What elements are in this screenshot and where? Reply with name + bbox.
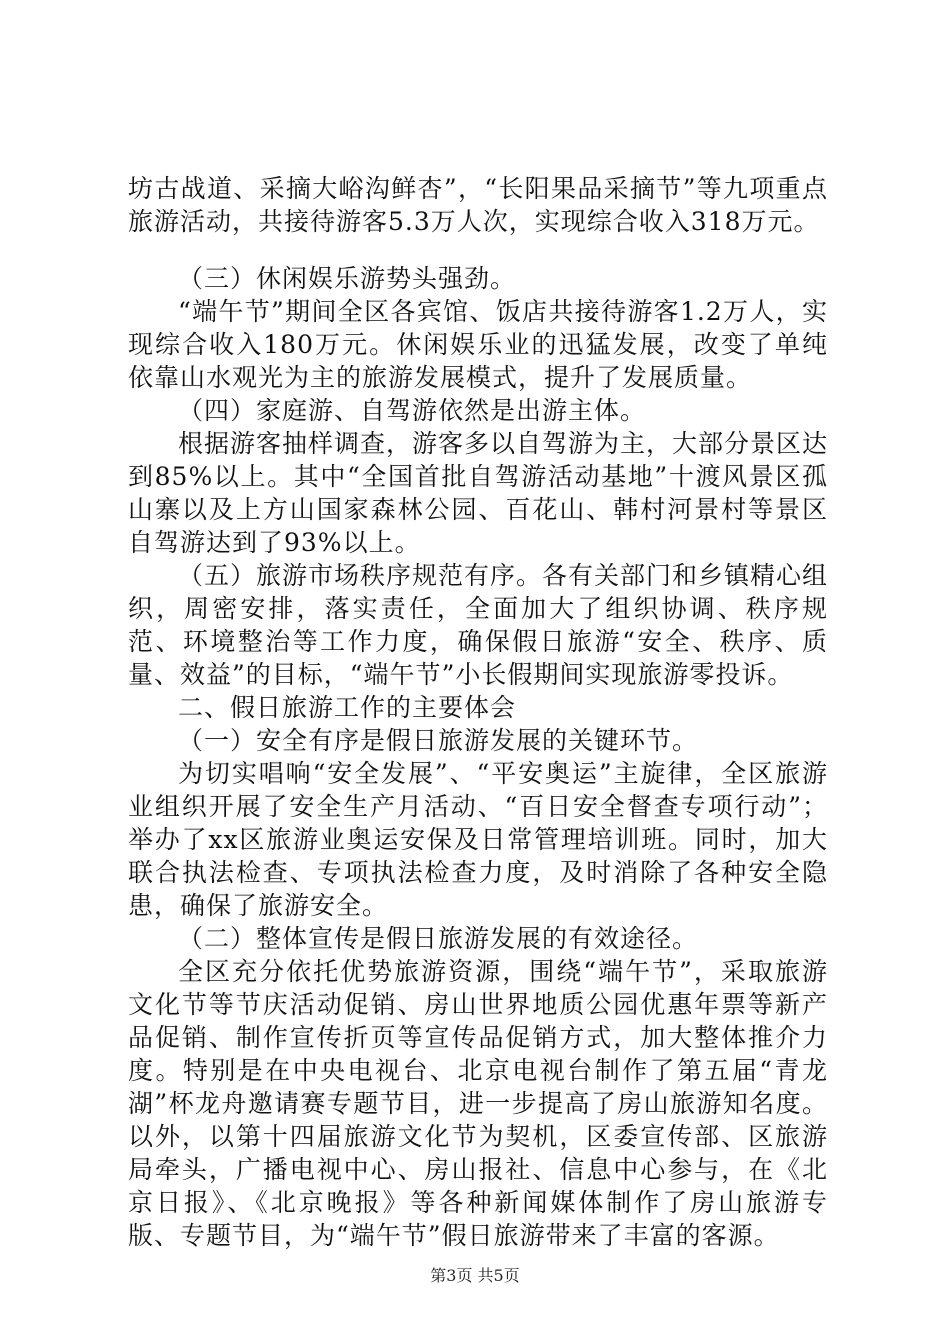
document-body xyxy=(128,172,828,1252)
heading-part-2: 二、假日旅游工作的主要体会 xyxy=(178,693,517,722)
paragraph-promotion: 全区充分依托优势旅游资源，围绕“端午节”，采取旅游文化节等节庆活动促销、房山世界地质公园优惠年票等新产品促销、制作宣传折页等宣传品促销方式，加大整体推介力度。特别是在中央电视台、北京电视台制作了第五届“青龙湖”杯龙舟邀请赛专题节目，进一步提高了房山旅游知名度。以外，以第十四届旅游文化节为契机，区委宣传部、区旅游局牵头，广播电视中心、房山报社、信息中心参与，在《北京日报》、《北京晚报》等各种新闻媒体制作了房山旅游专版、专题节目，为“端午节”假日旅游带来了丰富的客源。 xyxy=(128,957,828,1250)
paragraph-leisure: “端午节”期间全区各宾馆、饭店共接待游客1.2万人，实现综合收入180万元。休闲娱乐业的迅猛发展，改变了单纯依靠山水观光为主的旅游发展模式，提升了发展质量。 xyxy=(128,297,828,392)
heading-section-3: （三）休闲娱乐游势头强劲。 xyxy=(178,264,517,293)
heading-experience-2: （二）整体宣传是假日旅游发展的有效途径。 xyxy=(178,924,699,953)
page-number-footer: 第3页 共5页 xyxy=(430,1266,520,1285)
paragraph-market-order: （五）旅游市场秩序规范有序。各有关部门和乡镇精心组织，周密安排，落实责任，全面加大了组织协调、秩序规范、环境整治等工作力度，确保假日旅游“安全、秩序、质量、效益”的目标，“端午节”小长假期间实现旅游零投诉。 xyxy=(128,561,829,689)
paragraph-safety: 为切实唱响“安全发展”、“平安奥运”主旋律，全区旅游业组织开展了安全生产月活动、“百日安全督查专项行动”；举办了xx区旅游业奥运安保及日常管理培训班。同时，加大联合执法检查、专项执法检查力度，及时消除了各种安全隐患，确保了旅游安全。 xyxy=(128,759,828,920)
paragraph-continuation: 坊古战道、采摘大峪沟鲜杏”，“长阳果品采摘节”等九项重点旅游活动，共接待游客5.3万人次，实现综合收入318万元。 xyxy=(128,174,828,236)
heading-section-4: （四）家庭游、自驾游依然是出游主体。 xyxy=(178,396,647,425)
paragraph-self-drive: 根据游客抽样调查，游客多以自驾游为主，大部分景区达到85%以上。其中“全国首批自驾游活动基地”十渡风景区孤山寨以及上方山国家森林公园、百花山、韩村河景村等景区自驾游达到了93%以上。 xyxy=(128,429,829,557)
heading-experience-1: （一）安全有序是假日旅游发展的关键环节。 xyxy=(178,726,699,755)
